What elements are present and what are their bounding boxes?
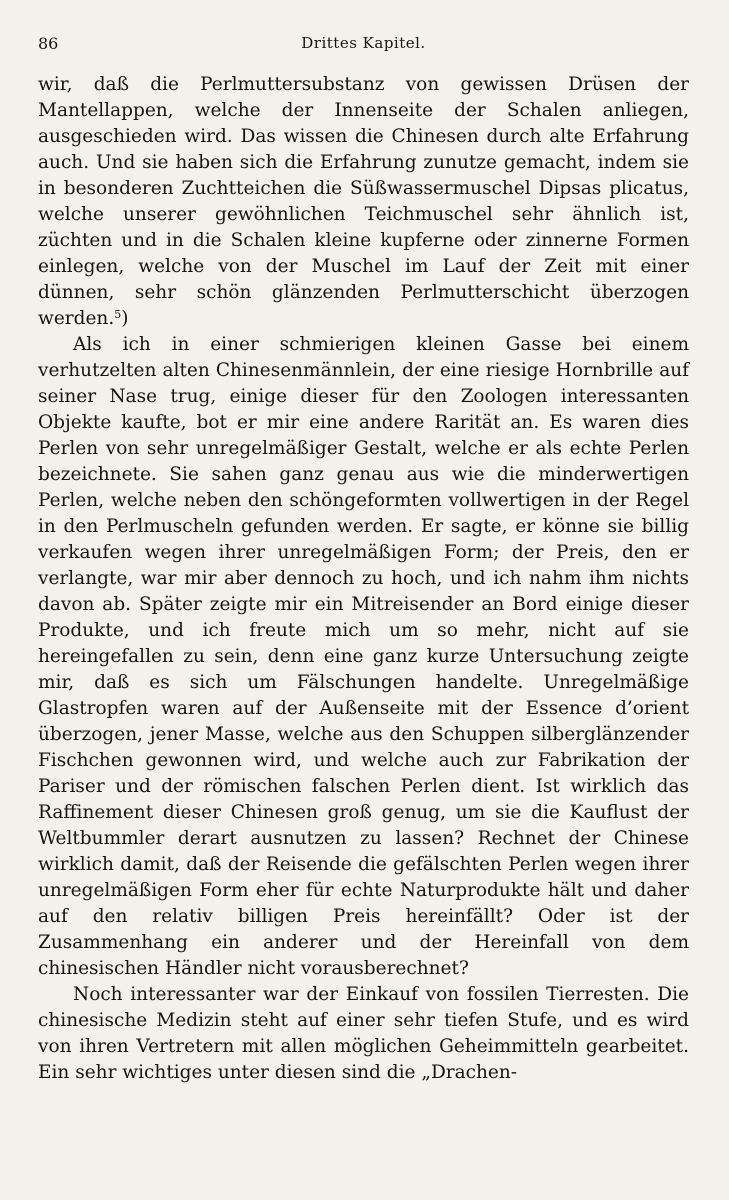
running-head: Drittes Kapitel. (301, 34, 426, 52)
footnote-ref: 5 (114, 308, 122, 321)
body-text (38, 72, 689, 1086)
footnote-ref-close: ) (121, 308, 129, 329)
paragraph-1 (38, 72, 689, 332)
paragraph-2: Als ich in einer schmierigen kleinen Gasse bei einem verhutzelten alten Chinesenmännlein, der eine riesige Hornbrille auf seiner Nase trug, einige dieser für den Zoologen interessanten Objekte kaufte, bot er mir eine andere Rarität an. Es waren dies Perlen von sehr unregelmäßiger Gestalt, welche er als echte Perlen bezeichnete. Sie sahen ganz genau aus wie die minderwertigen Perlen, welche neben den schöngeformten vollwertigen in der Regel in den Perlmuscheln gefunden werden. Er sagte, er könne sie billig verkaufen wegen ihrer unregelmäßigen Form; der Preis, den er verlangte, war mir aber dennoch zu hoch, und ich nahm ihm nichts davon ab. Später zeigte mir ein Mitreisender an Bord einige dieser Produkte, und ich freute mich um so mehr, nicht auf sie hereingefallen zu sein, denn eine ganz kurze Untersuchung zeigte mir, daß es sich um Fälschungen handelte. Unregelmäßige Glastropfen waren auf der Außenseite mit der Essence d’orient überzogen, jener Masse, welche aus den Schuppen silberglänzender Fischchen gewonnen wird, und welche auch zur Fabrikation der Pariser und der römischen falschen Perlen dient. Ist wirklich das Raffinement dieser Chinesen groß genug, um sie die Kauflust der Weltbummler derart ausnutzen zu lassen? Rechnet der Chinese wirklich damit, daß der Reisende die gefälschten Perlen wegen ihrer unregelmäßigen Form eher für echte Naturprodukte hält und daher auf den relativ billigen Preis hereinfällt? Oder ist der Zusammenhang ein anderer und der Hereinfall von dem chinesischen Händler nicht vorausberechnet? (38, 334, 689, 979)
page-number: 86 (38, 34, 59, 53)
page-header (38, 34, 689, 72)
paragraph-3: Noch interessanter war der Einkauf von fossilen Tierresten. Die chinesische Medizin steht auf einer sehr tiefen Stufe, und es wird von ihren Vertretern mit allen möglichen Geheimmitteln gearbeitet. Ein sehr wichtiges unter diesen sind die „Drachen- (38, 984, 689, 1083)
paragraph-1-text: wir, daß die Perlmuttersubstanz von gewissen Drüsen der Mantellappen, welche der Innenseite der Schalen anliegen, ausgeschieden wird. Das wissen die Chinesen durch alte Erfahrung auch. Und sie haben sich die Erfahrung zunutze gemacht, indem sie in besonderen Zuchtteichen die Süßwassermuschel Dipsas plicatus, welche unserer gewöhnlichen Teichmuschel sehr ähnlich ist, züchten und in die Schalen kleine kupferne oder zinnerne Formen einlegen, welche von der Muschel im Lauf der Zeit mit einer dünnen, sehr schön glänzenden Perlmutterschicht überzogen werden. (38, 74, 689, 329)
